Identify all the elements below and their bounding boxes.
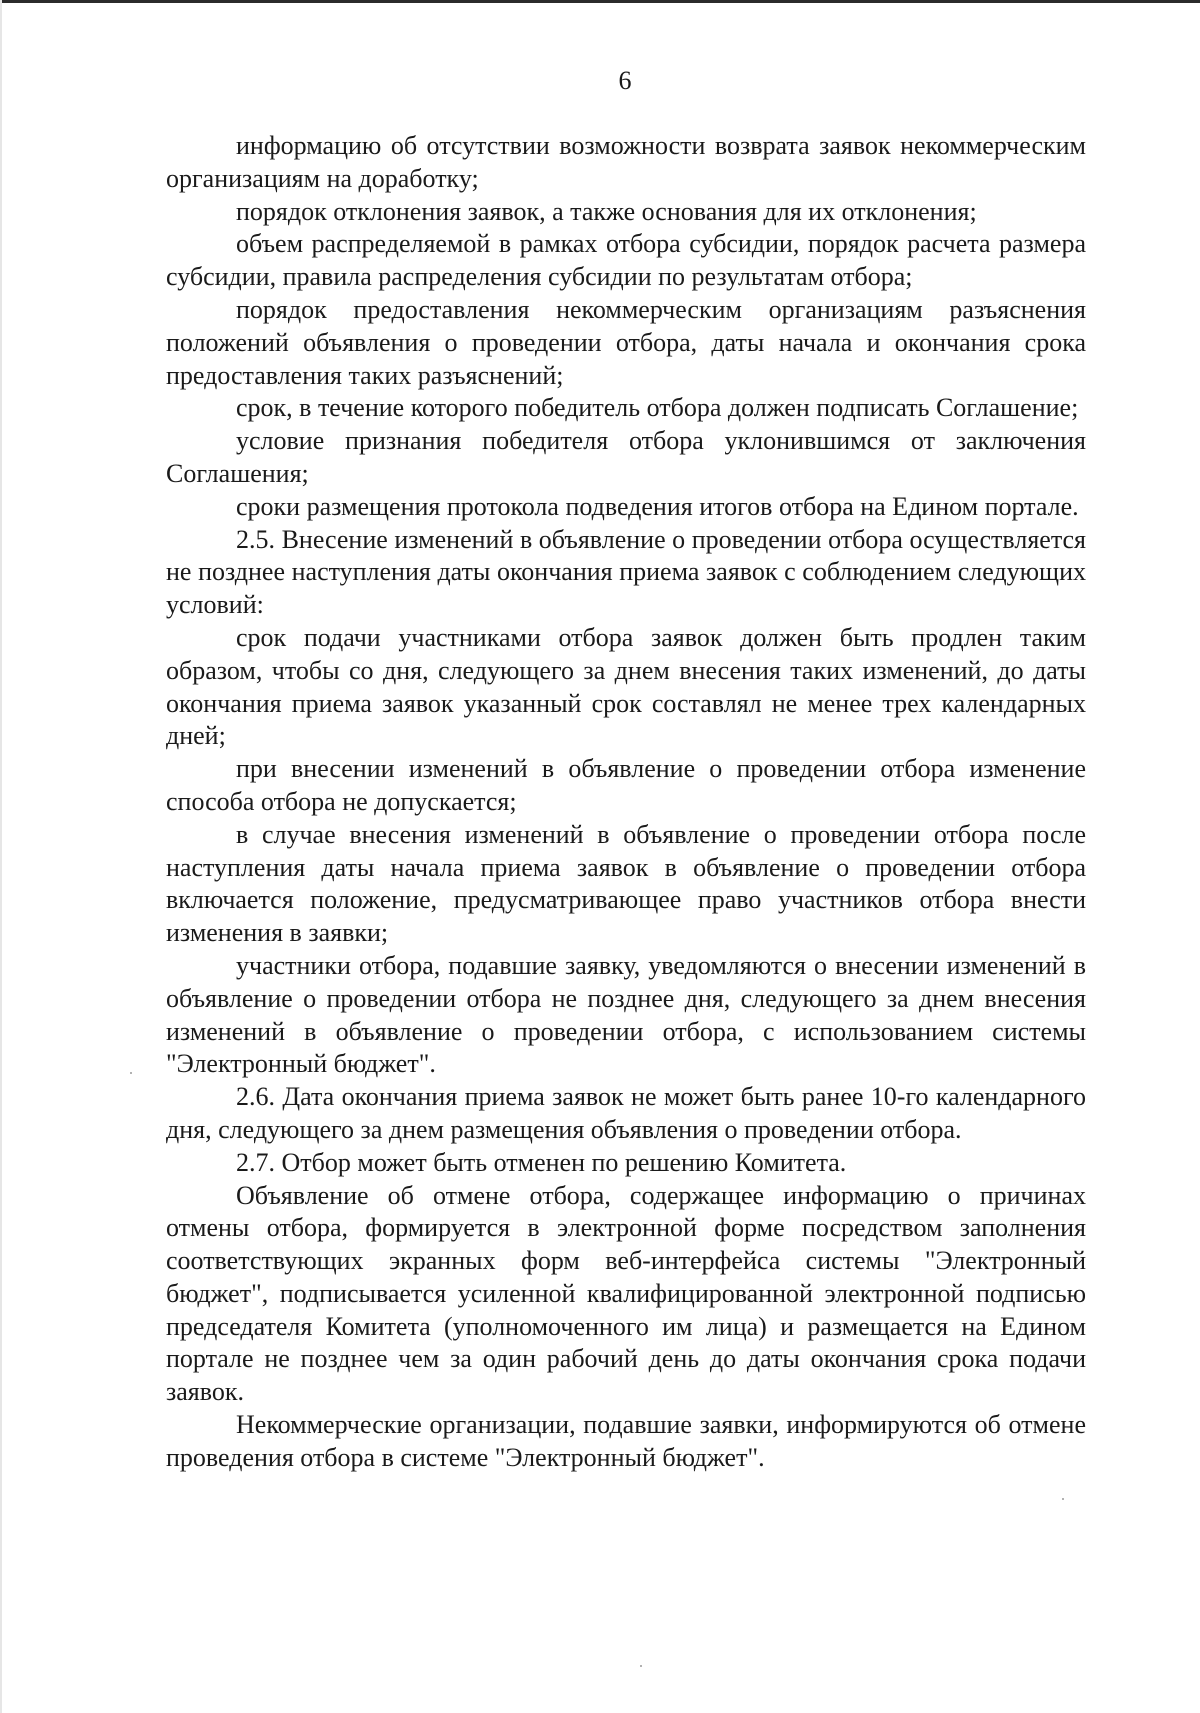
- paragraph-amend-applications-right: в случае внесения изменений в объявление о проведении отбора после наступления даты начала приема заявок в объявление о проведении отбора включается положение, предусматривающее право участников отбора внести изменения в заявки;: [166, 819, 1086, 948]
- scan-speck: [130, 1072, 132, 1074]
- paragraph-subsidy-volume: объем распределяемой в рамках отбора субсидии, порядок расчета размера субсидии, правила распределения субсидии по результатам отбора;: [166, 229, 1086, 292]
- clause-2-6: 2.6. Дата окончания приема заявок не может быть ранее 10-го календарного дня, следующего за днем размещения объявления о проведении отбора.: [166, 1082, 1086, 1144]
- paragraph-participants-notification: участники отбора, подавшие заявку, уведомляются о внесении изменений в объявление о проведении отбора не позднее дня, следующего за днем внесения изменений в объявление о проведении отбора, с использованием системы "Электронный бюджет".: [166, 950, 1086, 1079]
- paragraph-method-change-forbidden: при внесении изменений в объявление о проведении отбора изменение способа отбора не допускается;: [166, 754, 1086, 816]
- paragraph-cancellation-notice: Некоммерческие организации, подавшие заявки, информируются об отмене проведения отбора в системе "Электронный бюджет".: [166, 1410, 1086, 1472]
- paragraph-evasion-condition: условие признания победителя отбора уклонившимся от заключения Соглашения;: [166, 426, 1086, 488]
- paragraph-protocol-deadline: сроки размещения протокола подведения итогов отбора на Едином портале.: [236, 491, 1079, 521]
- paragraph-clarification-procedure: порядок предоставления некоммерческим организациям разъяснения положений объявления о проведении отбора, даты начала и окончания срока предоставления таких разъяснений;: [166, 294, 1086, 390]
- scan-speck: [1062, 1498, 1064, 1500]
- scan-top-border: [0, 0, 1200, 3]
- clause-2-7: 2.7. Отбор может быть отменен по решению Комитета.: [236, 1147, 847, 1177]
- paragraph-cancellation-announcement: Объявление об отмене отбора, содержащее информацию о причинах отмены отбора, формируется в электронной форме посредством заполнения соответствующих экранных форм веб-интерфейса системы "Электронный бюджет", подписывается усиленной квалифицированной электронной подписью председателя Комитета (уполномоченного им лица) и размещается на Едином портале не позднее чем за один рабочий день до даты окончания срока подачи заявок.: [166, 1180, 1086, 1407]
- paragraph-deadline-extension: срок подачи участниками отбора заявок должен быть продлен таким образом, чтобы со дня, следующего за днем внесения таких изменений, до даты окончания приема заявок указанный срок составлял не менее трех календарных дней;: [166, 622, 1086, 751]
- scan-speck: [640, 1665, 642, 1667]
- paragraph-info-no-return: информацию об отсутствии возможности возврата заявок некоммерческим организациям на доработку;: [166, 131, 1086, 193]
- page-number: 6: [618, 66, 632, 95]
- document-body: [166, 130, 1086, 1475]
- clause-2-5: 2.5. Внесение изменений в объявление о проведении отбора осуществляется не позднее наступления даты окончания приема заявок с соблюдением следующих условий:: [166, 524, 1086, 620]
- paragraph-rejection-procedure: порядок отклонения заявок, а также основания для их отклонения;: [236, 196, 977, 226]
- paragraph-signing-deadline: срок, в течение которого победитель отбора должен подписать Соглашение;: [236, 393, 1079, 423]
- scan-left-edge: [0, 0, 2, 1713]
